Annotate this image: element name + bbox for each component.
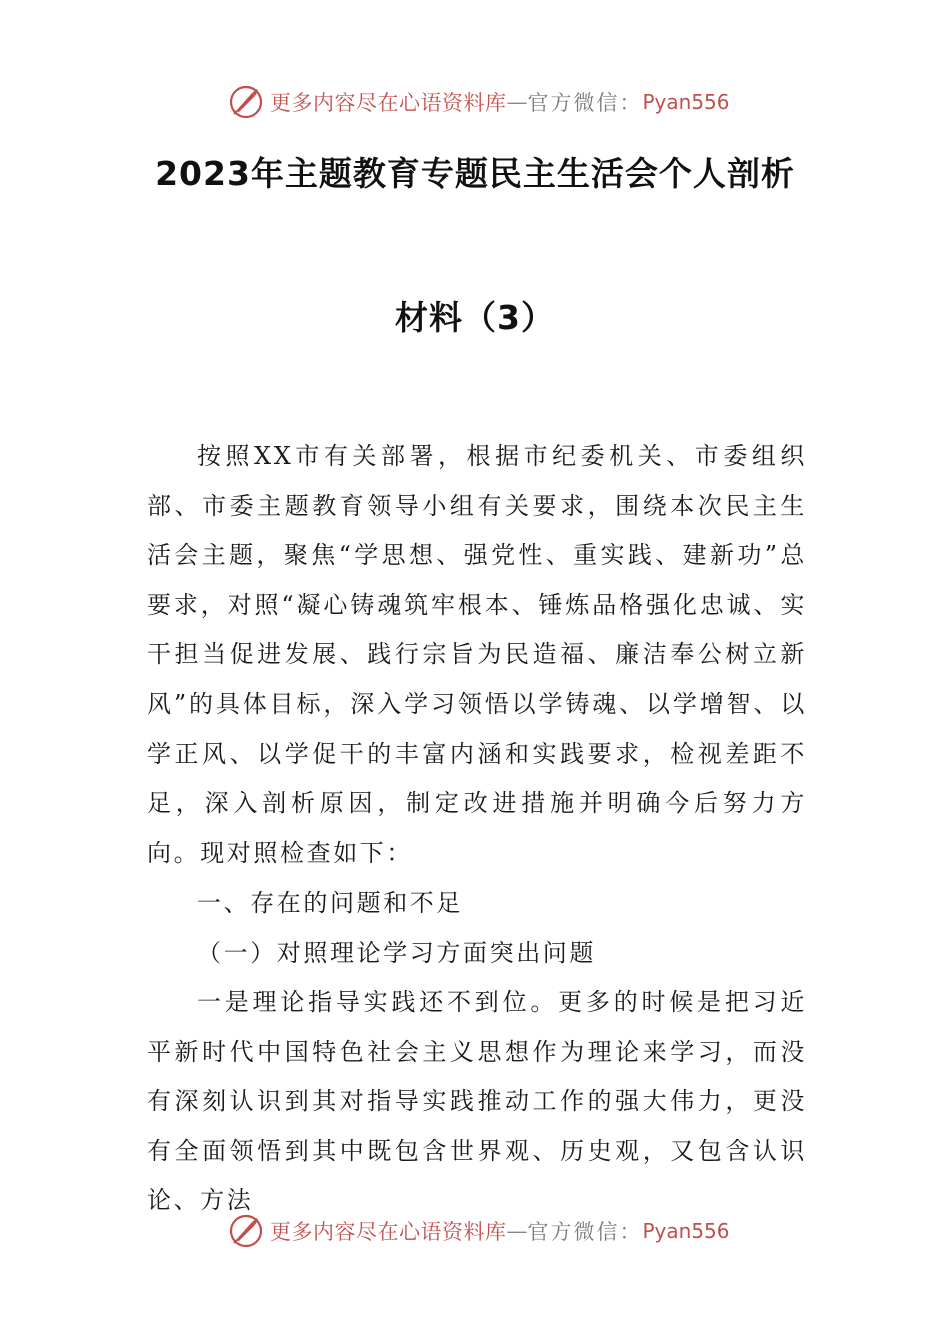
document-title-line1: 2023年主题教育专题民主生活会个人剖析 [155,154,795,193]
document-title-line2: 材料（3） [395,298,555,337]
paragraph-problem-1: 一是理论指导实践还不到位。更多的时候是把习近平新时代中国特色社会主义思想作为理论来学习，而没有深刻认识到其对指导实践推动工作的强大伟力，更没有全面领悟到其中既包含世界观、历史观，又包含认识论、方法 [147,988,807,1215]
watermark-site-text: 更多内容尽在心语资料库 [270,1220,507,1244]
quill-logo-icon [228,84,264,120]
watermark-footer [228,1211,748,1251]
watermark-wechat-id: Pyan556 [642,1219,730,1243]
watermark-header [228,82,748,122]
body-paragraph-2 [147,978,807,1226]
watermark-site-text: 更多内容尽在心语资料库 [270,91,507,115]
subsection-heading-text: （一）对照理论学习方面突出问题 [197,939,596,967]
body-paragraph-1 [147,432,807,878]
watermark-wechat-label: 官方微信： [527,91,643,115]
paragraph-intro: 按照XX市有关部署，根据市纪委机关、市委组织部、市委主题教育领导小组有关要求，围绕本次民主生活会主题，聚焦“学思想、强党性、重实践、建新功”总要求，对照“凝心铸魂筑牢根本、锤炼品格强化忠诚、实干担当促进发展、践行宗旨为民造福、廉洁奉公树立新风”的具体目标，深入学习领悟以学铸魂、以学增智、以学正风、以学促干的丰富内涵和实践要求，检视差距不足，深入剖析原因，制定改进措施并明确今后努力方向。现对照检查如下： [147,442,807,867]
watermark-wechat-id: Pyan556 [642,90,730,114]
section-heading [147,879,807,929]
watermark-dash: — [506,1219,528,1243]
watermark-wechat-label: 官方微信： [527,1220,643,1244]
subsection-heading [147,929,807,979]
section-heading-text: 一、存在的问题和不足 [197,889,463,917]
watermark-dash: — [506,90,528,114]
quill-logo-icon [228,1213,264,1249]
